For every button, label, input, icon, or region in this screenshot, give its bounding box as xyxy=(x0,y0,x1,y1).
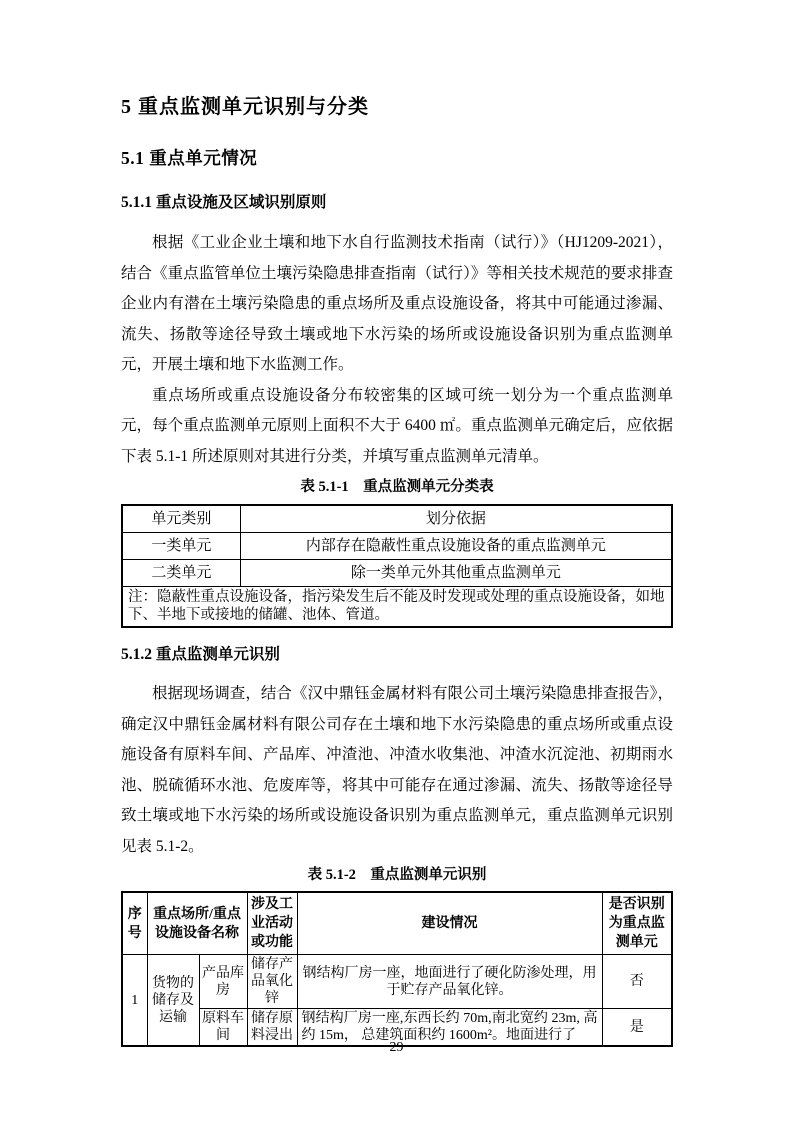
table-cell-class1-basis: 内部存在隐蔽性重点设施设备的重点监测单元 xyxy=(240,533,672,560)
table-cell-activity: 储存原料浸出 xyxy=(247,1009,297,1047)
table-header-cell-identified: 是否识别为重点监测单元 xyxy=(602,892,672,955)
table-cell-class1: 一类单元 xyxy=(122,533,240,560)
table-header-cell-construction: 建设情况 xyxy=(297,892,602,955)
table-note: 注：隐蔽性重点设施设备，指污染发生后不能及时发现或处理的重点设施设备，如地下、半地下或接地的储罐、池体、管道。 xyxy=(122,587,672,628)
table-row xyxy=(122,587,672,628)
classification-table xyxy=(121,504,673,628)
table-cell-name: 原料车间 xyxy=(199,1009,247,1047)
table-cell-activity: 储存产品氧化锌 xyxy=(247,955,297,1009)
table-header-cell-unit-category: 单元类别 xyxy=(122,505,240,533)
table-header-row xyxy=(122,892,672,955)
table-row xyxy=(122,505,672,533)
heading-5-1: 5.1 重点单元情况 xyxy=(121,148,258,168)
table-header-cell-place-name: 重点场所/重点设施设备名称 xyxy=(147,892,247,955)
table-cell-class2-basis: 除一类单元外其他重点监测单元 xyxy=(240,560,672,587)
heading-5-1-1: 5.1.1 重点设施及区域识别原则 xyxy=(121,194,327,211)
table-caption-5-1-2: 表 5.1-2 重点监测单元识别 xyxy=(307,867,487,883)
paragraph-unit-identification: 根据现场调查，结合《汉中鼎钰金属材料有限公司土壤污染隐患排查报告》，确定汉中鼎钰金属材料有限公司存在土壤和地下水污染隐患的重点场所或重点设施设备有原料车间、产品库、冲渣池、冲渣水收集池、冲渣水沉淀池、初期雨水池、脱硫循环水池、危废库等，将其中可能存在通过渗漏、流失、扬散等途径导致土壤或地下水污染的场所或设施设备识别为重点监测单元，重点监测单元识别见表 5.1-2。 xyxy=(121,685,673,855)
table-row xyxy=(122,560,672,587)
table-header-cell-division-basis: 划分依据 xyxy=(240,505,672,533)
table-header-cell-activity: 涉及工业活动或功能 xyxy=(247,892,297,955)
table-cell-seq: 1 xyxy=(122,955,147,1047)
table-cell-name: 产品库房 xyxy=(199,955,247,1009)
table-caption-5-1-1: 表 5.1-1 重点监测单元分类表 xyxy=(300,479,494,495)
table-cell-construction: 钢结构厂房一座,东西长约 70m,南北宽约 23m, 高约 15m， 总建筑面积约 1600m²。地面进行了 xyxy=(297,1009,602,1047)
table-cell-group: 货物的储存及运输 xyxy=(147,955,199,1047)
table-cell-identified: 是 xyxy=(602,1009,672,1047)
paragraph-unit-division: 重点场所或重点设施设备分布较密集的区域可统一划分为一个重点监测单元，每个重点监测单元原则上面积不大于 6400 ㎡。重点监测单元确定后，应依据下表 5.1-1 所述原则对其进行分类，并填写重点监测单元清单。 xyxy=(121,386,673,465)
heading-section-5: 5 重点监测单元识别与分类 xyxy=(121,96,369,118)
paragraph-identification-principles: 根据《工业企业土壤和地下水自行监测技术指南（试行）》（HJ1209-2021），结合《重点监管单位土壤污染隐患排查指南（试行）》等相关技术规范的要求排查企业内有潜在土壤污染隐患的重点场所及重点设施设备，将其中可能通过渗漏、流失、扬散等途径导致土壤或地下水污染的场所或设施设备识别为重点监测单元，开展土壤和地下水监测工作。 xyxy=(121,234,673,373)
page-number: 29 xyxy=(389,1040,404,1055)
table-cell-identified: 否 xyxy=(602,955,672,1009)
heading-5-1-2: 5.1.2 重点监测单元识别 xyxy=(121,646,280,663)
table-cell-construction: 钢结构厂房一座，地面进行了硬化防渗处理，用于贮存产品氧化锌。 xyxy=(297,955,602,1009)
identification-table xyxy=(121,891,673,1047)
table-header-cell-seq: 序号 xyxy=(122,892,147,955)
table-row-product-warehouse xyxy=(122,955,672,1009)
table-cell-class2: 二类单元 xyxy=(122,560,240,587)
table-row xyxy=(122,533,672,560)
